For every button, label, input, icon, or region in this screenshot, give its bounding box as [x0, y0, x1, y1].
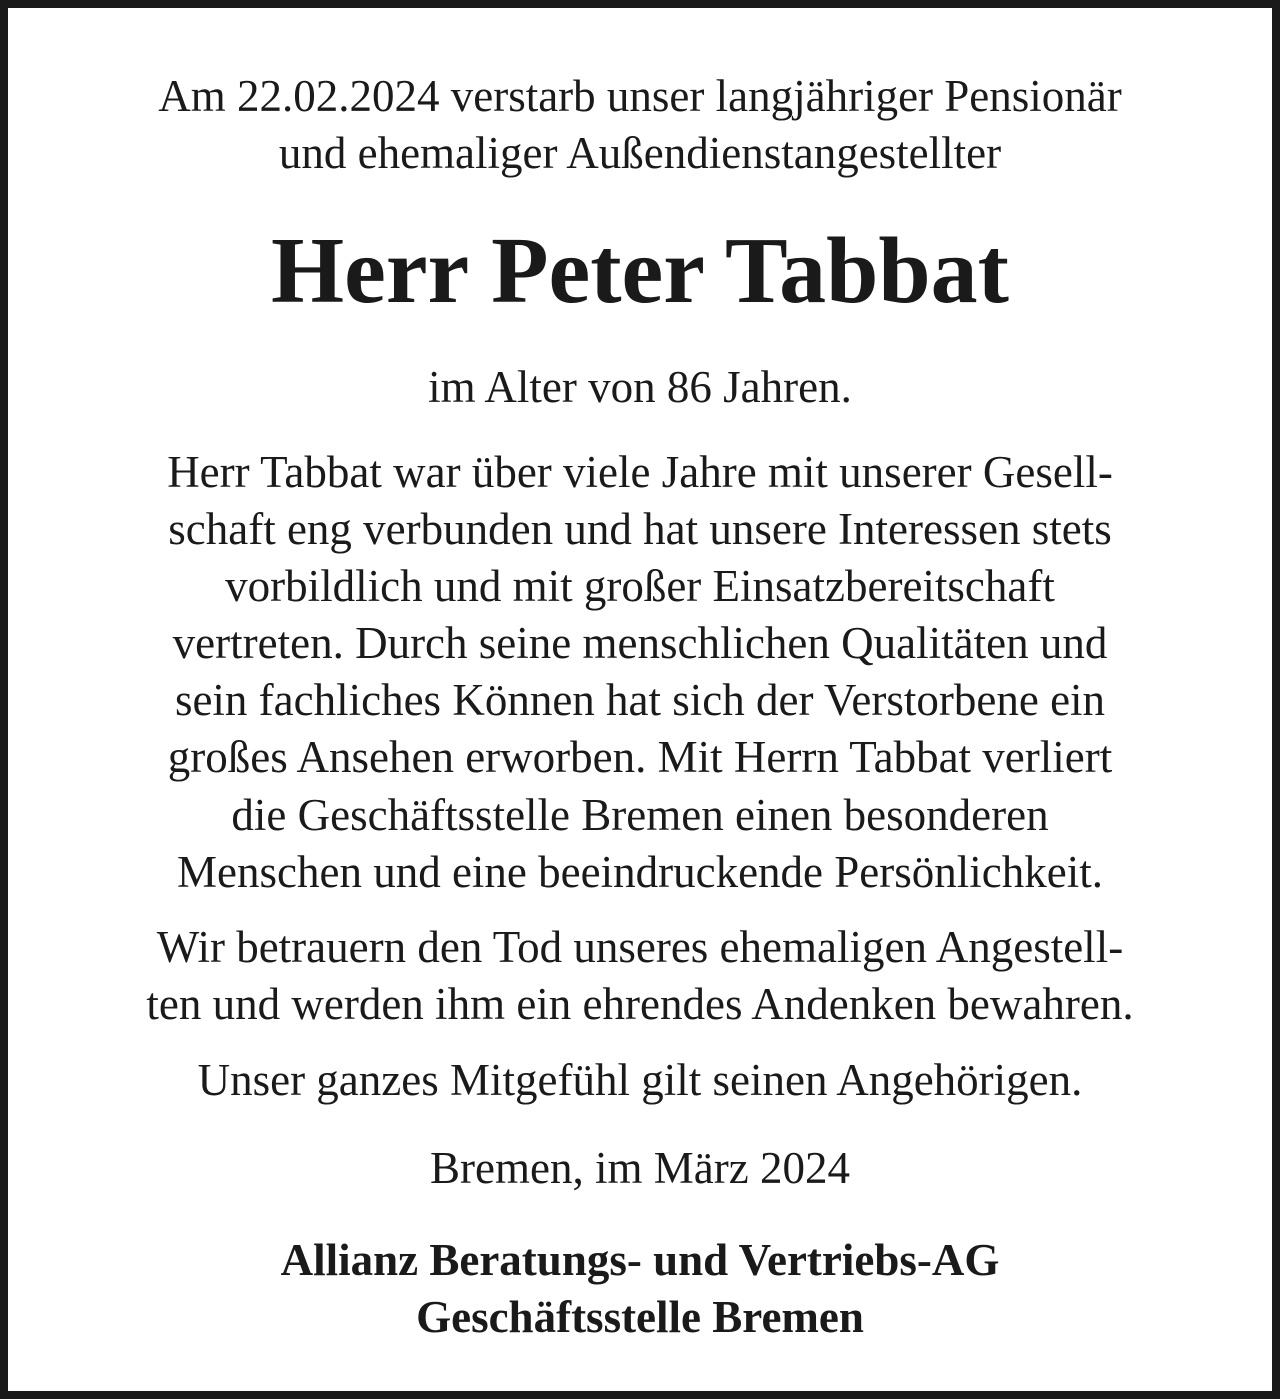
intro-line-2: und ehemaliger Außendienstangestellter — [278, 128, 1002, 178]
mourning-line-2: ten und werden ihm ein ehrendes Andenken bewahren. — [146, 979, 1134, 1029]
tribute-line-1: Herr Tabbat war über viele Jahre mit unserer Gesell- — [167, 447, 1113, 497]
tribute-line-6: großes Ansehen erworben. Mit Herrn Tabbat verliert — [167, 732, 1113, 782]
tribute-line-5: sein fachliches Können hat sich der Verstorbene ein — [174, 675, 1106, 725]
mourning-line-1: Wir betrauern den Tod unseres ehemaligen Angestell- — [156, 922, 1124, 972]
signature-company: Allianz Beratungs- und Vertriebs-AG — [280, 1235, 1000, 1285]
age-line: im Alter von 86 Jahren. — [428, 362, 852, 412]
tribute-line-7: die Geschäftsstelle Bremen einen besonderen — [231, 790, 1049, 840]
tribute-line-3: vorbildlich und mit großer Einsatzbereitschaft — [225, 561, 1055, 611]
tribute-line-4: vertreten. Durch seine menschlichen Qualitäten und — [172, 618, 1108, 668]
sympathy-line: Unser ganzes Mitgefühl gilt seinen Angehörigen. — [197, 1055, 1083, 1105]
signature-office: Geschäftsstelle Bremen — [416, 1292, 864, 1342]
place-date: Bremen, im März 2024 — [430, 1143, 850, 1193]
deceased-name: Herr Peter Tabbat — [270, 219, 1009, 323]
intro-line-1: Am 22.02.2024 verstarb unser langjähriger Pensionär — [158, 71, 1122, 121]
tribute-line-2: schaft eng verbunden und hat unsere Interessen stets — [168, 504, 1112, 554]
tribute-line-8: Menschen und eine beeindruckende Persönlichkeit. — [177, 847, 1103, 897]
